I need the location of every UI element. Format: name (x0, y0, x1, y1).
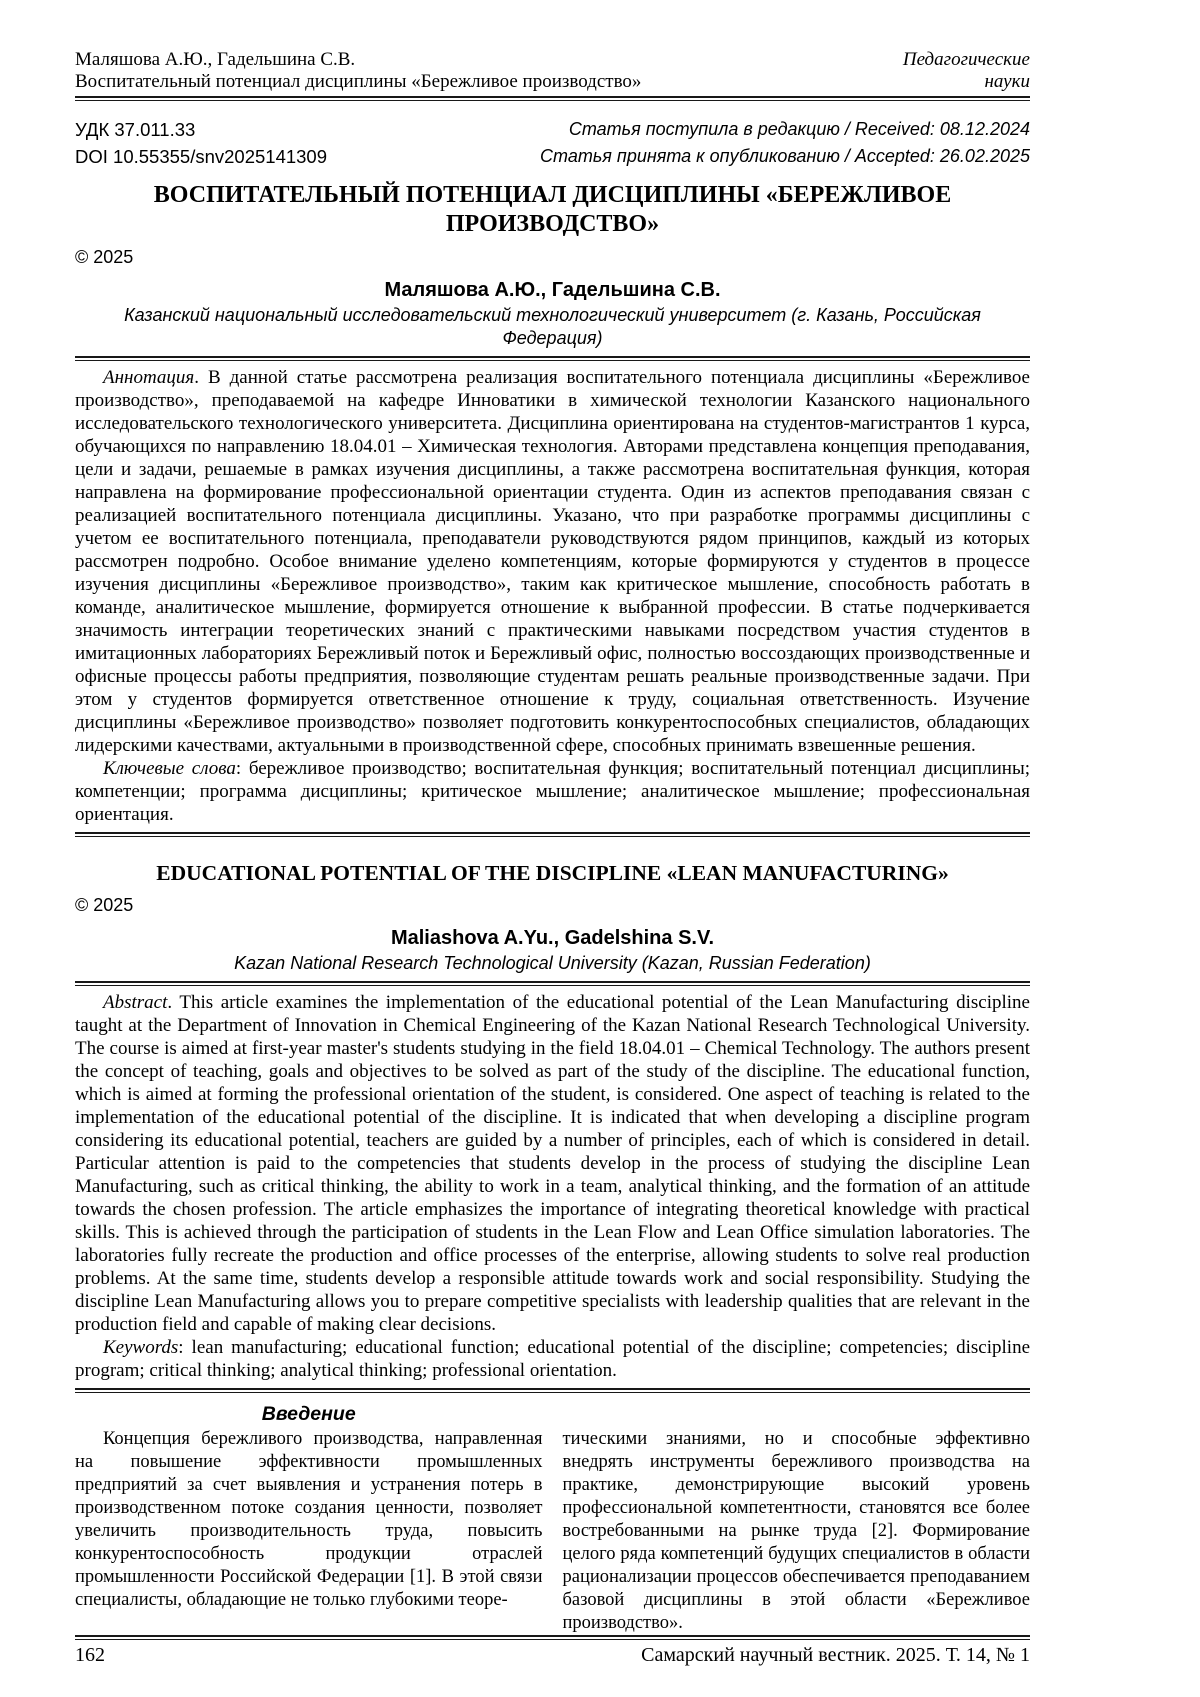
abstract-ru-bottom-rule (75, 832, 1030, 837)
footer-row (75, 1642, 1030, 1668)
running-header (75, 49, 1030, 93)
meta-row-accepted (75, 143, 1030, 170)
intro-column-left (75, 1402, 543, 1635)
keywords-ru-text: : бережливое производство; воспитательная функция; воспитательный потенциал дисциплины; компетенции; программа дисциплины; критическое мышление; аналитическое мышление; профессиональная ориентация. (75, 758, 1030, 825)
keywords-ru (75, 757, 1030, 826)
section-name-line2: науки (984, 71, 1030, 92)
section-name-line1: Педагогические (902, 49, 1030, 70)
abstract-en-label: Abstract (103, 992, 168, 1013)
abstract-ru-label: Аннотация (103, 367, 195, 388)
running-header-section (903, 49, 1030, 93)
article-title-ru: ВОСПИТАТЕЛЬНЫЙ ПОТЕНЦИАЛ ДИСЦИПЛИНЫ «БЕРЕЖЛИВОЕ ПРОИЗВОДСТВО» (153, 182, 952, 237)
page-footer (0, 1635, 1200, 1697)
intro-column-right (563, 1402, 1031, 1635)
keywords-en-label: Keywords (103, 1337, 179, 1358)
intro-heading: Введение (261, 1403, 356, 1425)
received-date: Статья поступила в редакцию / Received: 08.12.2024 (568, 119, 1030, 139)
page-number: 162 (75, 1644, 105, 1666)
abstract-ru-top-rule (75, 356, 1030, 361)
abstract-en-text: . This article examines the implementation of the educational potential of the Lean Manufacturing discipline taught at the Department of Innovation in Chemical Engineering of the Kazan National Research Technological University. The course is aimed at first-year master's students studying in the field 18.04.01 – Chemical Technology. The authors present the concept of teaching, goals and objectives to be solved as part of the study of the discipline. The educational function, which is aimed at forming the professional orientation of the student, is considered. One aspect of teaching is related to the implementation of the educational potential of the discipline. It is indicated that when developing a discipline program considering its educational potential, teachers are guided by a number of principles, each of which is considered in detail. Particular attention is paid to the competencies that students develop in the process of studying the discipline Lean Manufacturing, such as critical thinking, the ability to work in a team, analytical thinking, and the formation of an attitude towards the chosen profession. The article emphasizes the importance of integrating theoretical knowledge with practical skills. This is achieved through the participation of students in the Lean Flow and Lean Office simulation laboratories. The laboratories fully recreate the production and office processes of the enterprise, allowing students to solve real production problems. At the same time, students develop a responsible attitude towards work and social responsibility. Studying the discipline Lean Manufacturing allows you to prepare competitive specialists with leadership qualities that are relevant in the production field and capable of making clear decisions. (75, 992, 1030, 1335)
abstract-ru (75, 366, 1030, 757)
copyright-en: © 2025 (75, 895, 134, 915)
article-title-en: EDUCATIONAL POTENTIAL OF THE DISCIPLINE «LEAN MANUFACTURING» (156, 861, 949, 885)
intro-paragraph-left: Концепция бережливого производства, направленная на повышение эффективности промышленных предприятий за счет выявления и устранения потерь в производственном потоке создания ценности, позволяет увеличить производительность труда, повысить конкурентоспособность продукции отраслей промышленности Российской Федерации [1]. В этой связи специалисты, обладающие не только глубокими теоре- (75, 1429, 543, 1610)
keywords-ru-label: Ключевые слова (103, 758, 236, 779)
affiliation-ru: Казанский национальный исследовательский технологический университет (г. Казань, Российская Федерация) (124, 305, 981, 348)
running-title: Воспитательный потенциал дисциплины «Бережливое производство» (75, 71, 642, 92)
accepted-date: Статья принята к опубликованию / Accepted: 26.02.2025 (540, 146, 1030, 166)
abstract-ru-text: . В данной статье рассмотрена реализация воспитательного потенциала дисциплины «Бережливое производство», преподаваемой на кафедре Инноватики в химической технологии Казанского национального исследовательского технологического университета. Дисциплина ориентирована на студентов-магистрантов 1 курса, обучающихся по направлению 18.04.01 – Химическая технология. Авторами представлена концепция преподавания, цели и задачи, решаемые в рамках изучения дисциплины, а также рассмотрена воспитательная функция, которая направлена на формирование профессиональной ориентации студента. Один из аспектов преподавания связан с реализацией воспитательного потенциала дисциплины. Указано, что при разработке программы дисциплины с учетом ее воспитательного потенциала, преподаватели руководствуются рядом принципов, каждый из которых рассмотрен подробно. Особое внимание уделено компетенциям, которые формируются у студентов в процессе изучения дисциплины «Бережливое производство», таким как критическое мышление, способность работать в команде, аналитическое мышление, формируется отношение к выбранной профессии. В статье подчеркивается значимость интеграции теоретических знаний с практическими навыками посредством участия студентов в имитационных лабораториях Бережливый поток и Бережливый офис, полностью воссоздающих производственные и офисные процессы работы предприятия, позволяющие студентам решать реальные производственные задачи. При этом у студентов формируется ответственное отношение к труду, социальная ответственность. Изучение дисциплины «Бережливое производство» позволяет подготовить конкурентоспособных специалистов, обладающих лидерскими качествами, актуальными в производственной сфере, способных принимать взвешенные решения. (75, 367, 1030, 756)
header-rule (75, 96, 1030, 101)
keywords-en (75, 1336, 1030, 1382)
intro-paragraph-right: тическими знаниями, но и способные эффективно внедрять инструменты бережливого производства на практике, демонстрирующие высокий уровень профессиональной компетентности, становятся все более востребованными на рынке труда [2]. Формирование целого ряда компетенций будущих специалистов в области рационализации процессов обеспечивается преподаванием базовой дисциплины в этой области «Бережливое производство». (562, 1429, 1030, 1633)
affiliation-en: Kazan National Research Technological University (Kazan, Russian Federation) (234, 953, 871, 973)
abstract-en-top-rule (75, 981, 1030, 986)
meta-row-received (75, 116, 1030, 143)
authors-en: Maliashova A.Yu., Gadelshina S.V. (390, 927, 715, 949)
running-header-left (75, 49, 641, 93)
keywords-en-text: : lean manufacturing; educational function; educational potential of the discipline; competencies; discipline program; critical thinking; analytical thinking; professional orientation. (75, 1337, 1030, 1381)
footer-rule (75, 1635, 1030, 1640)
udc-code: УДК 37.011.33 (75, 119, 196, 140)
intro-columns (75, 1402, 1030, 1635)
journal-reference: Самарский научный вестник. 2025. Т. 14, № 1 (641, 1644, 1030, 1666)
authors-ru: Маляшова А.Ю., Гадельшина С.В. (384, 279, 721, 301)
copyright-ru: © 2025 (75, 247, 134, 267)
running-authors: Маляшова А.Ю., Гадельшина С.В. (75, 49, 356, 70)
article-meta (75, 116, 1030, 170)
body-top-rule (75, 1388, 1030, 1393)
doi-code: DOI 10.55355/snv2025141309 (75, 146, 328, 167)
abstract-en (75, 991, 1030, 1336)
